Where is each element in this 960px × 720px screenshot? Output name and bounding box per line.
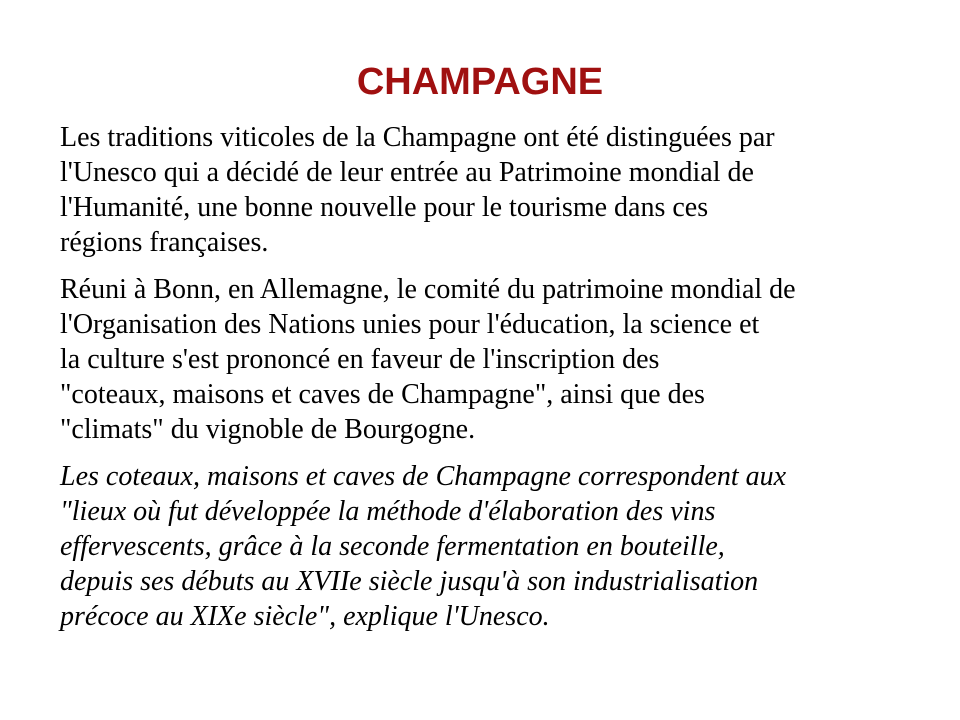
paragraph-line: l'Humanité, une bonne nouvelle pour le tourisme dans ces [60,192,709,223]
paragraph-line: "climats" du vignoble de Bourgogne. [60,414,476,445]
paragraph-2 [60,272,910,447]
paragraph-line: Réuni à Bonn, en Allemagne, le comité du patrimoine mondial de [60,274,796,305]
paragraph-line: "coteaux, maisons et caves de Champagne", ainsi que des [60,379,705,410]
slide-title: CHAMPAGNE [356,61,604,103]
paragraph-line: l'Unesco qui a décidé de leur entrée au Patrimoine mondial de [60,157,754,188]
paragraph-line: régions françaises. [60,227,269,258]
paragraph-line: l'Organisation des Nations unies pour l'éducation, la science et [60,309,760,340]
paragraph-line: précoce au XIXe siècle", explique l'Unesco. [60,601,550,632]
paragraph-line: effervescents, grâce à la seconde fermentation en bouteille, [60,531,725,562]
slide-body [60,120,910,646]
paragraph-1 [60,120,910,260]
paragraph-line: la culture s'est prononcé en faveur de l'inscription des [60,344,660,375]
paragraph-line: "lieux où fut développée la méthode d'élaboration des vins [60,496,716,527]
paragraph-line: Les coteaux, maisons et caves de Champagne correspondent aux [60,461,787,492]
paragraph-3-quote [60,459,910,634]
paragraph-line: depuis ses débuts au XVIIe siècle jusqu'à son industrialisation [60,566,759,597]
paragraph-line: Les traditions viticoles de la Champagne ont été distinguées par [60,122,775,153]
